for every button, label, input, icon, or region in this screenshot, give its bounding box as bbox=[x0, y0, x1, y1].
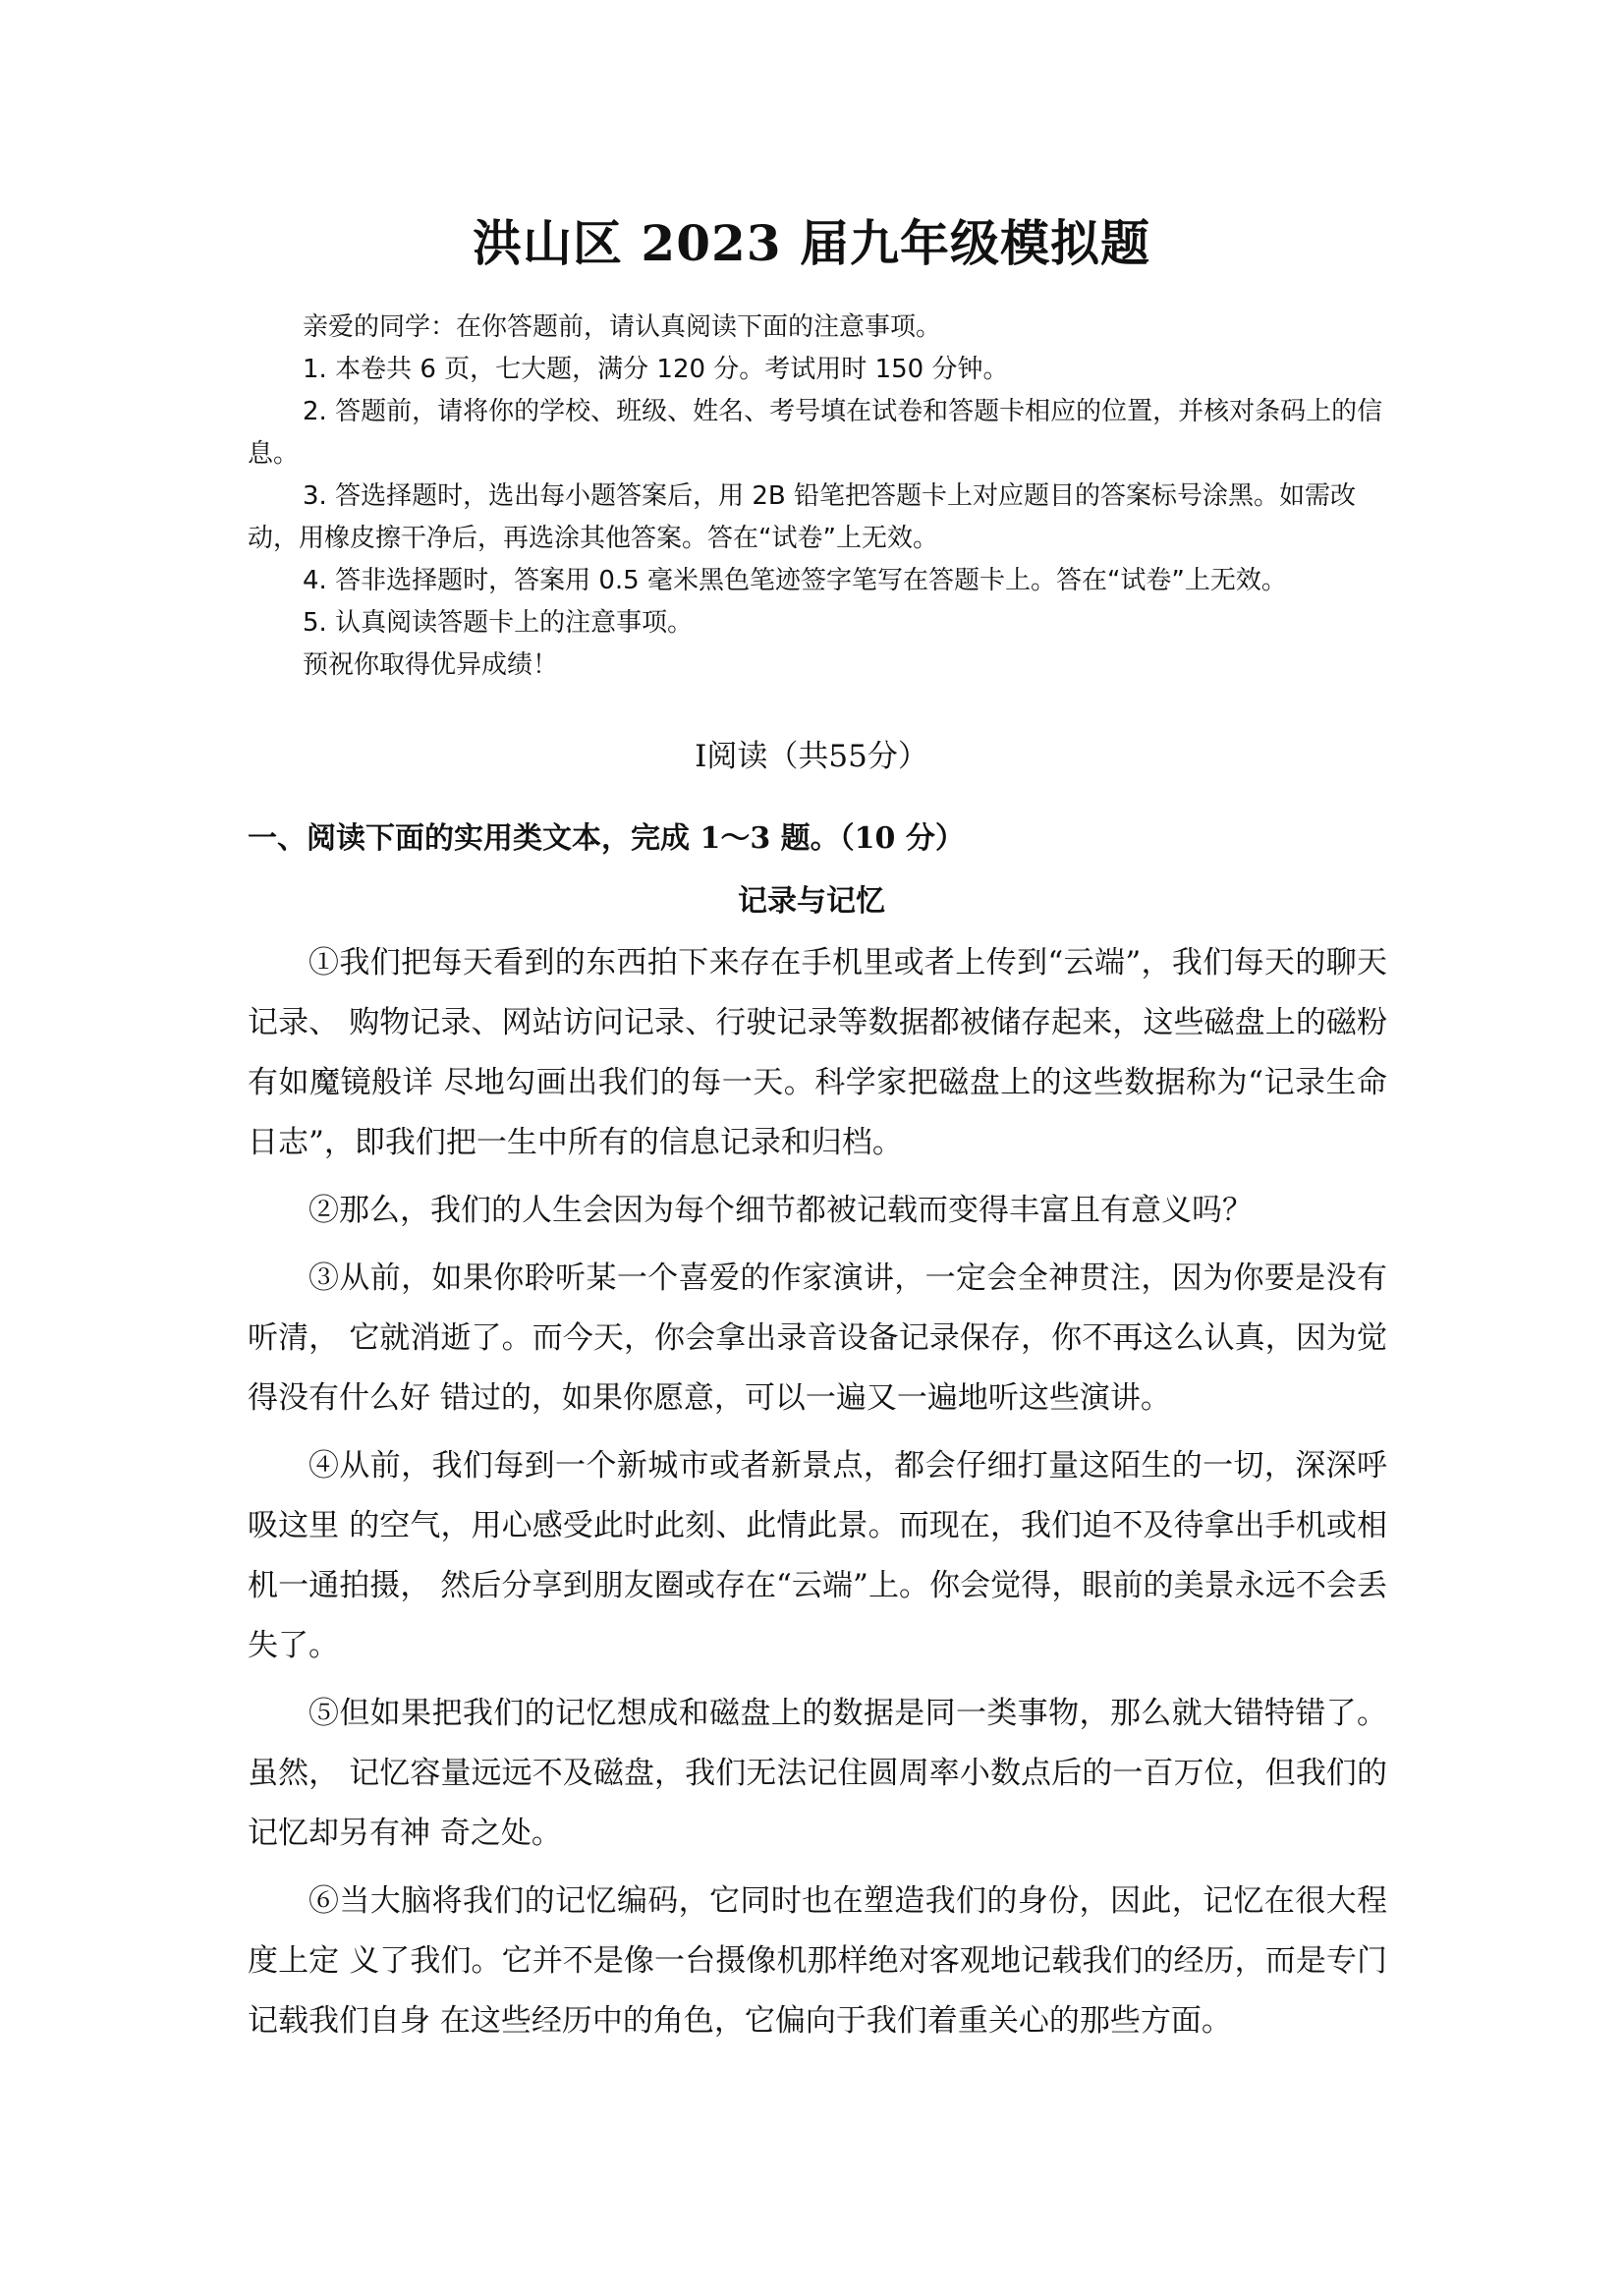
notice-line: 3. 答选择题时，选出每小题答案后，用 2B 铅笔把答题卡上对应题目的答案标号涂黑。如需改动，用橡皮擦干净后，再选涂其他答案。答在“试卷”上无效。 bbox=[248, 481, 1356, 553]
article-paragraph: ①我们把每天看到的东西拍下来存在手机里或者上传到“云端”，我们每天的聊天记录、 购物记录、网站访问记录、行驶记录等数据都被储存起来，这些磁盘上的磁粉有如魔镜般详 尽地勾画出我们的每一天。科学家把磁盘上的这些数据称为“记录生命日志”，即我们把一生中所有的信息记录和归档。 bbox=[248, 945, 1387, 1160]
notice-line: 1. 本卷共 6 页，七大题，满分 120 分。考试用时 150 分钟。 bbox=[303, 355, 1009, 384]
article-paragraph: ②那么，我们的人生会因为每个细节都被记载而变得丰富且有意义吗？ bbox=[308, 1193, 1253, 1228]
exam-title: 洪山区 2023 届九年级模拟题 bbox=[473, 214, 1150, 272]
article-paragraph: ⑤但如果把我们的记忆想成和磁盘上的数据是同一类事物，那么就大错特错了。虽然， 记忆容量远远不及磁盘，我们无法记住圆周率小数点后的一百万位，但我们的记忆却另有神 奇之处。 bbox=[248, 1696, 1387, 1851]
notice-line: 5. 认真阅读答题卡上的注意事项。 bbox=[303, 608, 694, 638]
article-body bbox=[248, 933, 1387, 2059]
article-paragraph: ③从前，如果你聆听某一个喜爱的作家演讲，一定会全神贯注，因为你要是没有听清， 它就消逝了。而今天，你会拿出录音设备记录保存，你不再这么认真，因为觉得没有什么好 错过的，如果你愿意，可以一遍又一遍地听这些演讲。 bbox=[248, 1260, 1387, 1416]
question-heading: 一、阅读下面的实用类文本，完成 1～3 题。（10 分） bbox=[248, 821, 965, 856]
notice-block bbox=[248, 307, 1387, 687]
section-heading: Ⅰ阅读（共55分） bbox=[695, 739, 928, 774]
article-paragraph: ⑥当大脑将我们的记忆编码，它同时也在塑造我们的身份，因此，记忆在很大程度上定 义了我们。它并不是像一台摄像机那样绝对客观地记载我们的经历，而是专门记载我们自身 在这些经历中的角色，它偏向于我们着重关心的那些方面。 bbox=[248, 1883, 1387, 2039]
notice-line: 2. 答题前，请将你的学校、班级、姓名、考号填在试卷和答题卡相应的位置，并核对条码上的信息。 bbox=[248, 397, 1383, 469]
article-title: 记录与记忆 bbox=[738, 884, 885, 919]
article-paragraph: ④从前，我们每到一个新城市或者新景点，都会仔细打量这陌生的一切，深深呼吸这里 的空气，用心感受此时此刻、此情此景。而现在，我们迫不及待拿出手机或相机一通拍摄， 然后分享到朋友圈或存在“云端”上。你会觉得，眼前的美景永远不会丢失了。 bbox=[248, 1448, 1387, 1663]
notice-line: 亲爱的同学：在你答题前，请认真阅读下面的注意事项。 bbox=[303, 312, 942, 342]
notice-line: 4. 答非选择题时，答案用 0.5 毫米黑色笔迹签字笔写在答题卡上。答在“试卷”上无效。 bbox=[303, 566, 1287, 595]
notice-line: 预祝你取得优异成绩！ bbox=[303, 650, 559, 680]
